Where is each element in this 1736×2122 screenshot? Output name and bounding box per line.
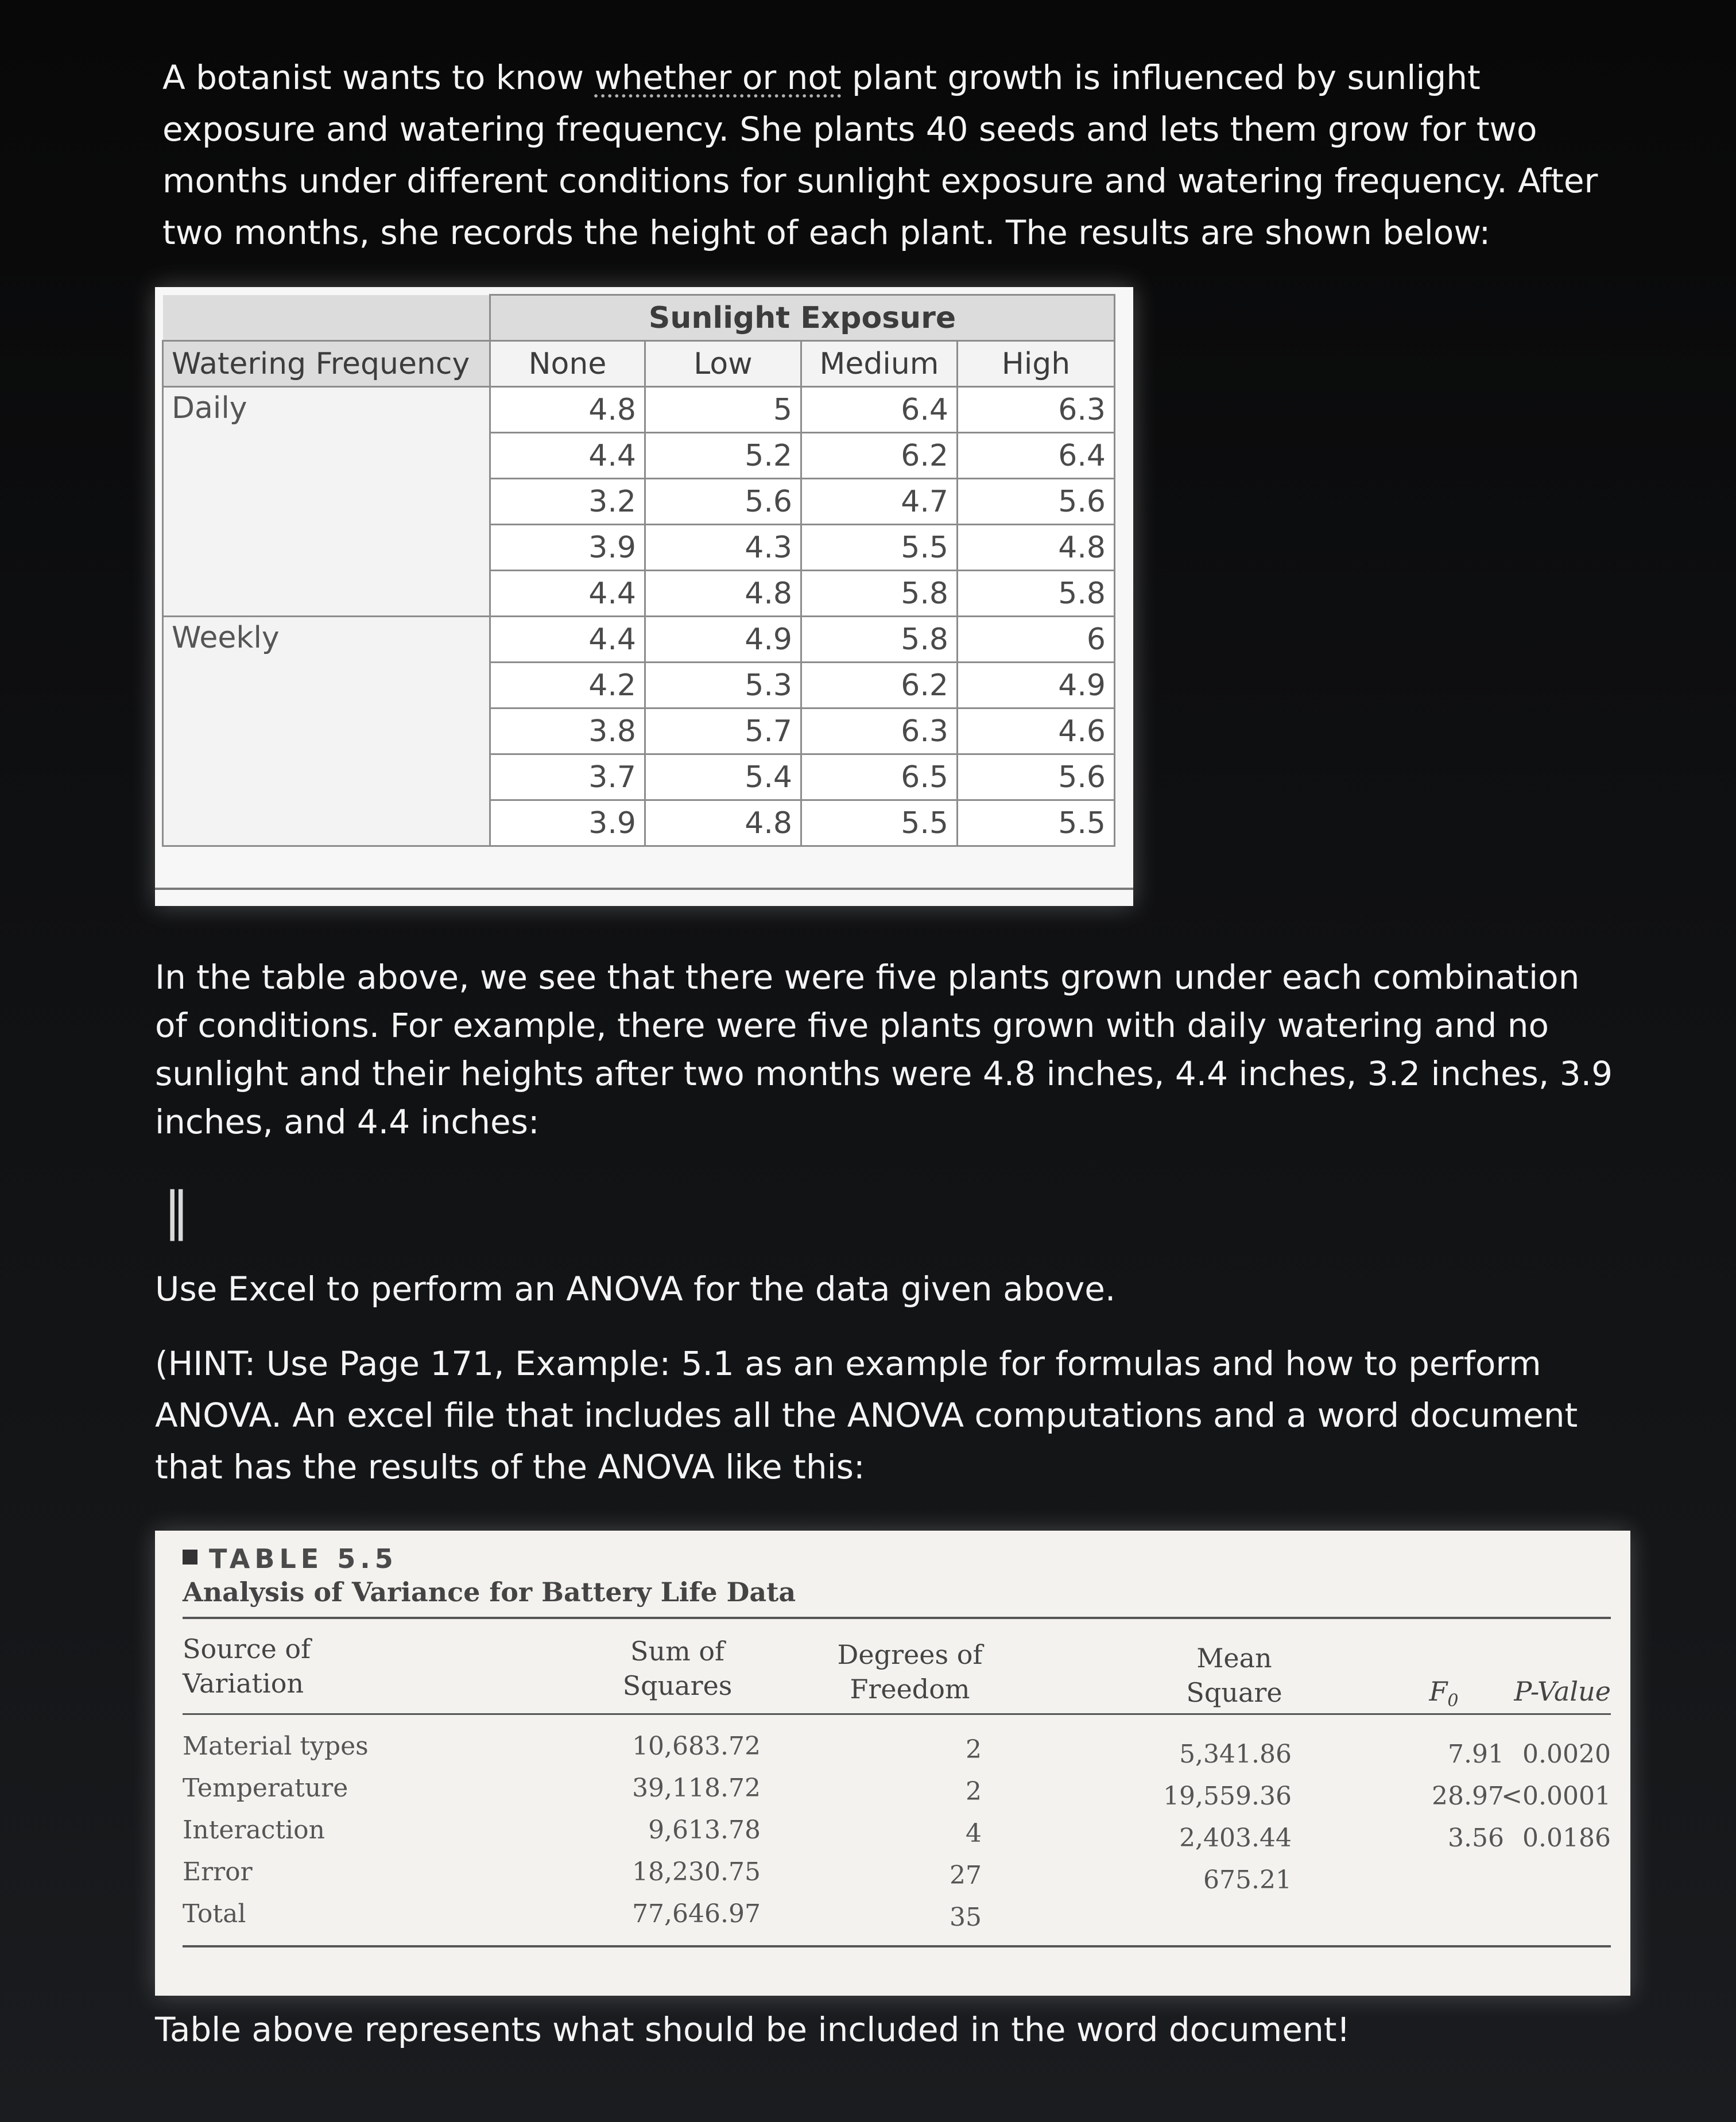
cell-low: 5.3: [645, 663, 801, 708]
cell-high: 4.6: [958, 708, 1115, 754]
anova-cell-source: Total: [183, 1899, 246, 1929]
cell-low: 4.9: [645, 617, 801, 663]
header-mean-square: [1137, 1641, 1332, 1710]
anova-cell-f0: 3.56: [1448, 1823, 1504, 1853]
anova-cell-f0: 7.91: [1448, 1740, 1504, 1769]
header-ss-line2: Squares: [622, 1670, 733, 1701]
group-label-weekly: Weekly: [163, 617, 490, 846]
anova-cell-df: 35: [950, 1903, 982, 1932]
cell-none: 3.2: [490, 479, 645, 525]
cell-medium: 5.8: [801, 617, 958, 663]
explanation-paragraph: In the table above, we see that there were five plants grown under each combination of conditions. For example, there were five plants grown with daily watering and no sunlight and their heights after two months were 4.8 inches, 4.4 inches, 3.2 inches, 3.9 inches, and 4.4 inches:: [155, 958, 1613, 1141]
cell-none: 4.2: [490, 663, 645, 708]
cell-none: 4.8: [490, 387, 645, 433]
anova-cell-ss: 39,118.72: [632, 1774, 761, 1803]
table-corner: [163, 295, 490, 341]
intro-text-end: plant growth is influenced by sunlight exposure and watering frequency. She plants 40 seeds and lets them grow for two months under different conditions for sunlight exposure and watering frequency. After two months, she records the height of each plant. The results are shown below:: [162, 58, 1598, 252]
cell-none: 3.9: [490, 800, 645, 846]
cell-medium: 6.2: [801, 433, 958, 479]
task-instruction: Use Excel to perform an ANOVA for the data given above.: [155, 1269, 1116, 1308]
cell-high: 6.3: [958, 387, 1115, 433]
plant-growth-table: [162, 294, 1115, 847]
column-header-none: None: [490, 341, 645, 387]
anova-cell-ms: 2,403.44: [1179, 1823, 1292, 1853]
table-bottom-rule: [155, 888, 1133, 890]
header-sum-of-squares: [591, 1634, 764, 1703]
table-label: [183, 1543, 398, 1574]
anova-cell-df: 2: [966, 1777, 982, 1806]
cell-high: 5.6: [958, 754, 1115, 800]
square-bullet-icon: [183, 1550, 197, 1565]
cell-none: 4.4: [490, 617, 645, 663]
column-header-medium: Medium: [801, 341, 958, 387]
cell-low: 5.4: [645, 754, 801, 800]
column-header-low: Low: [645, 341, 801, 387]
cell-medium: 5.5: [801, 800, 958, 846]
cell-low: 5.7: [645, 708, 801, 754]
header-ss-line1: Sum of: [630, 1636, 725, 1667]
anova-cell-ss: 18,230.75: [632, 1857, 761, 1887]
cell-high: 4.9: [958, 663, 1115, 708]
cell-medium: 5.5: [801, 525, 958, 571]
anova-cell-f0: 28.97: [1432, 1782, 1504, 1811]
cell-high: 5.6: [958, 479, 1115, 525]
cell-low: 5.2: [645, 433, 801, 479]
anova-cell-df: 2: [966, 1735, 982, 1764]
anova-cell-source: Material types: [183, 1732, 369, 1761]
header-rule: [183, 1713, 1611, 1715]
anova-cell-ss: 10,683.72: [632, 1732, 761, 1761]
anova-cell-df: 27: [950, 1861, 982, 1890]
cell-low: 5: [645, 387, 801, 433]
header-source-line2: Variation: [183, 1668, 304, 1699]
bottom-rule: [183, 1945, 1611, 1947]
header-f0-subscript: 0: [1447, 1691, 1459, 1711]
anova-cell-p: 0.0186: [1522, 1823, 1611, 1853]
cell-medium: 4.7: [801, 479, 958, 525]
group-label-daily: Daily: [163, 387, 490, 617]
header-f0: [1406, 1674, 1481, 1718]
watering-frequency-header: Watering Frequency: [163, 341, 490, 387]
header-df-line2: Freedom: [850, 1674, 970, 1705]
anova-cell-p: <0.0001: [1501, 1782, 1611, 1811]
sunlight-exposure-header: Sunlight Exposure: [490, 295, 1115, 341]
cell-low: 4.8: [645, 571, 801, 617]
table-row: [163, 617, 1115, 663]
hint-paragraph: (HINT: Use Page 171, Example: 5.1 as an example for formulas and how to perform ANOVA. An excel file that includes all the ANOVA computations and a word document that has the results of the ANOVA like this:: [155, 1344, 1578, 1486]
text-cursor-glyph: ‖: [164, 1181, 189, 1241]
header-source-line1: Source of: [183, 1633, 311, 1664]
header-f0-letter: F: [1429, 1676, 1448, 1707]
header-p-value: P-Value: [1514, 1676, 1611, 1707]
cell-low: 4.8: [645, 800, 801, 846]
header-df-line1: Degrees of: [837, 1639, 983, 1670]
anova-cell-source: Error: [183, 1857, 253, 1887]
anova-cell-ss: 9,613.78: [648, 1815, 761, 1845]
growth-table-body: [163, 387, 1115, 846]
cell-none: 3.9: [490, 525, 645, 571]
header-ms-line2: Square: [1186, 1677, 1282, 1708]
cell-low: 5.6: [645, 479, 801, 525]
cell-none: 4.4: [490, 571, 645, 617]
anova-example-table: [155, 1531, 1630, 1996]
intro-text-start: A botanist wants to know: [162, 58, 595, 97]
cell-high: 6.4: [958, 433, 1115, 479]
header-degrees-of-freedom: [804, 1637, 1016, 1706]
top-rule: [183, 1617, 1611, 1619]
cell-medium: 6.2: [801, 663, 958, 708]
header-source: [183, 1632, 412, 1701]
cell-none: 3.7: [490, 754, 645, 800]
cell-medium: 6.5: [801, 754, 958, 800]
cell-medium: 6.4: [801, 387, 958, 433]
anova-cell-ms: 19,559.36: [1163, 1782, 1292, 1811]
anova-cell-source: Temperature: [183, 1774, 348, 1803]
cell-high: 4.8: [958, 525, 1115, 571]
footer-note: Table above represents what should be included in the word document!: [155, 2010, 1350, 2049]
cell-low: 4.3: [645, 525, 801, 571]
cell-high: 5.8: [958, 571, 1115, 617]
cell-high: 5.5: [958, 800, 1115, 846]
cell-medium: 6.3: [801, 708, 958, 754]
anova-cell-ms: 675.21: [1203, 1865, 1292, 1895]
plant-growth-table-card: [155, 287, 1133, 906]
cell-high: 6: [958, 617, 1115, 663]
table-caption: Analysis of Variance for Battery Life Data: [183, 1577, 796, 1608]
table-label-text: TABLE 5.5: [209, 1543, 398, 1574]
cell-none: 3.8: [490, 708, 645, 754]
cell-none: 4.4: [490, 433, 645, 479]
table-row: [163, 387, 1115, 433]
header-ms-line1: Mean: [1196, 1643, 1272, 1674]
anova-cell-p: 0.0020: [1522, 1740, 1611, 1769]
cell-medium: 5.8: [801, 571, 958, 617]
anova-cell-source: Interaction: [183, 1815, 325, 1845]
column-header-high: High: [958, 341, 1115, 387]
anova-cell-ss: 77,646.97: [632, 1899, 761, 1929]
anova-cell-df: 4: [966, 1819, 982, 1848]
intro-paragraph: [162, 52, 1621, 258]
intro-underlined-phrase: whether or not: [594, 58, 842, 97]
anova-cell-ms: 5,341.86: [1179, 1740, 1292, 1769]
